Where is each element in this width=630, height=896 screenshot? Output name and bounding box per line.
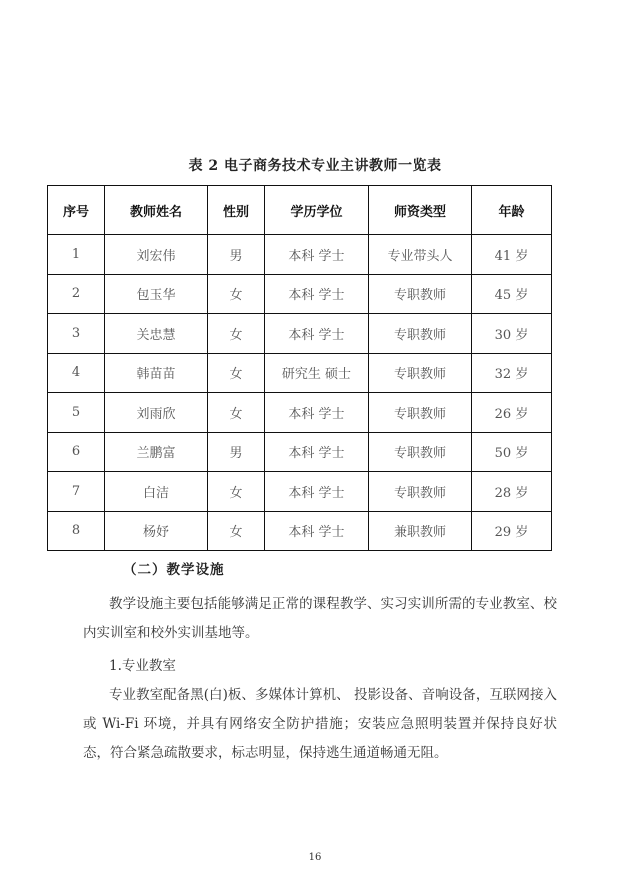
- cell-gender: 男: [208, 235, 265, 275]
- cell-index: 8: [48, 511, 105, 551]
- cell-index: 4: [48, 353, 105, 393]
- table-row: [48, 393, 552, 433]
- cell-gender: 男: [208, 432, 265, 472]
- cell-degree: 本科 学士: [265, 511, 369, 551]
- cell-index: 6: [48, 432, 105, 472]
- table-header-row: [48, 186, 552, 235]
- cell-degree: 本科 学士: [265, 235, 369, 275]
- cell-degree: 本科 学士: [265, 472, 369, 512]
- cell-name: 兰鹏富: [105, 432, 208, 472]
- cell-gender: 女: [208, 511, 265, 551]
- cell-type: 专职教师: [369, 353, 472, 393]
- cell-type: 专职教师: [369, 274, 472, 314]
- cell-gender: 女: [208, 314, 265, 354]
- cell-gender: 女: [208, 353, 265, 393]
- table-row: [48, 432, 552, 472]
- cell-age: 30 岁: [472, 314, 552, 354]
- cell-age: 29 岁: [472, 511, 552, 551]
- cell-age: 28 岁: [472, 472, 552, 512]
- header-age: 年龄: [472, 186, 552, 235]
- cell-gender: 女: [208, 472, 265, 512]
- cell-age: 41 岁: [472, 235, 552, 275]
- section-title: （二）教学设施: [123, 562, 225, 578]
- cell-degree: 本科 学士: [265, 274, 369, 314]
- cell-gender: 女: [208, 274, 265, 314]
- cell-age: 26 岁: [472, 393, 552, 433]
- cell-index: 5: [48, 393, 105, 433]
- cell-name: 关忠慧: [105, 314, 208, 354]
- table-row: [48, 235, 552, 275]
- cell-index: 3: [48, 314, 105, 354]
- header-name: 教师姓名: [105, 186, 208, 235]
- header-type: 师资类型: [369, 186, 472, 235]
- table-row: [48, 353, 552, 393]
- cell-age: 50 岁: [472, 432, 552, 472]
- cell-index: 7: [48, 472, 105, 512]
- cell-type: 专职教师: [369, 314, 472, 354]
- cell-name: 韩苗苗: [105, 353, 208, 393]
- body-paragraph: 专业教室配备黑(白)板、多媒体计算机、 投影设备、音响设备，互联网接入或 Wi-Fi 环境，并具有网络安全防护措施；安装应急照明装置并保持良好状态，符合紧急疏散要求，标志明显，保持逃生通道畅通无阻。: [83, 687, 557, 761]
- subheading: 1.专业教室: [109, 658, 176, 674]
- cell-type: 专职教师: [369, 432, 472, 472]
- table-caption: 表 2 电子商务技术专业主讲教师一览表: [188, 158, 442, 174]
- cell-type: 专业带头人: [369, 235, 472, 275]
- cell-index: 2: [48, 274, 105, 314]
- header-degree: 学历学位: [265, 186, 369, 235]
- cell-degree: 本科 学士: [265, 393, 369, 433]
- cell-age: 45 岁: [472, 274, 552, 314]
- cell-name: 刘雨欣: [105, 393, 208, 433]
- cell-type: 专职教师: [369, 393, 472, 433]
- cell-degree: 研究生 硕士: [265, 353, 369, 393]
- header-gender: 性别: [208, 186, 265, 235]
- body-paragraph: 教学设施主要包括能够满足正常的课程教学、实习实训所需的专业教室、校内实训室和校外实训基地等。: [83, 596, 557, 641]
- cell-name: 白洁: [105, 472, 208, 512]
- cell-type: 兼职教师: [369, 511, 472, 551]
- cell-degree: 本科 学士: [265, 314, 369, 354]
- table-row: [48, 472, 552, 512]
- table-row: [48, 511, 552, 551]
- table-row: [48, 274, 552, 314]
- cell-type: 专职教师: [369, 472, 472, 512]
- page-number: 16: [308, 852, 322, 863]
- cell-degree: 本科 学士: [265, 432, 369, 472]
- cell-name: 包玉华: [105, 274, 208, 314]
- cell-index: 1: [48, 235, 105, 275]
- teacher-table: [47, 185, 552, 551]
- table-row: [48, 314, 552, 354]
- cell-age: 32 岁: [472, 353, 552, 393]
- cell-name: 刘宏伟: [105, 235, 208, 275]
- cell-gender: 女: [208, 393, 265, 433]
- header-index: 序号: [48, 186, 105, 235]
- cell-name: 杨妤: [105, 511, 208, 551]
